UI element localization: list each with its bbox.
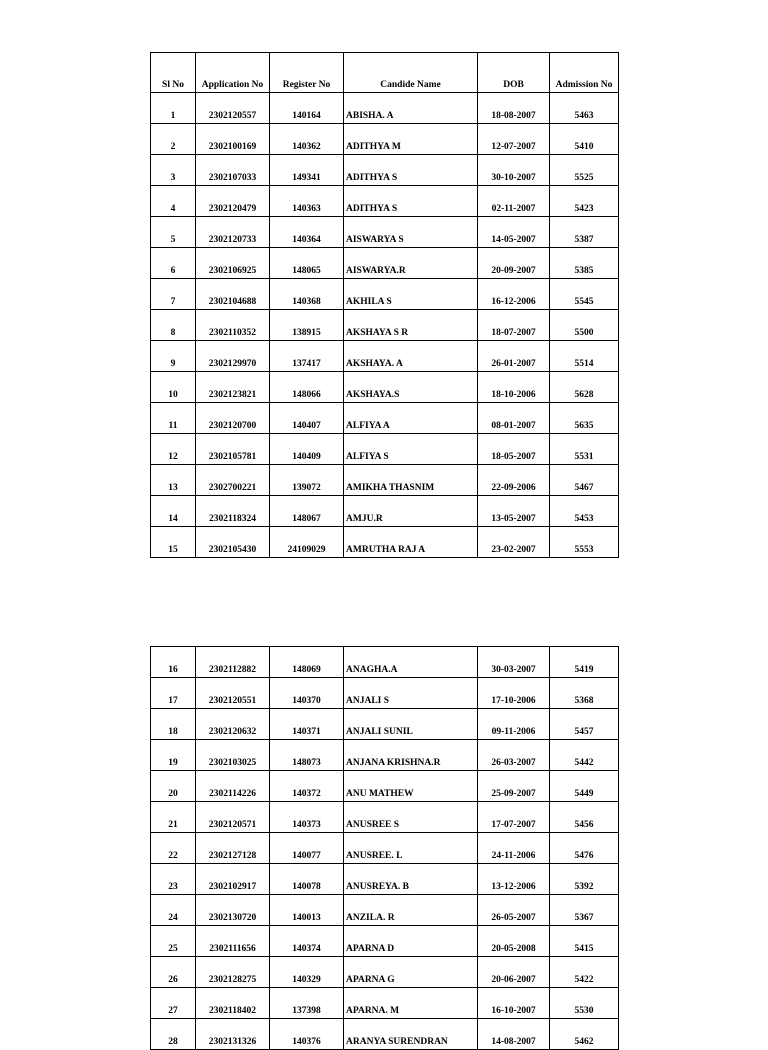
cell-application-no: 2302123821 [196,372,270,403]
cell-register-no: 140373 [270,802,344,833]
cell-application-no: 2302120551 [196,678,270,709]
cell-admission-no: 5476 [550,833,619,864]
table-row [151,833,619,864]
cell-dob: 13-12-2006 [478,864,550,895]
table-row [151,895,619,926]
cell-application-no: 2302100169 [196,124,270,155]
cell-application-no: 2302118402 [196,988,270,1019]
cell-sl-no: 13 [151,465,196,496]
cell-dob: 20-09-2007 [478,248,550,279]
cell-application-no: 2302104688 [196,279,270,310]
cell-dob: 16-12-2006 [478,279,550,310]
cell-dob: 30-10-2007 [478,155,550,186]
cell-candidate-name: AISWARYA.R [344,248,478,279]
cell-candidate-name: APARNA G [344,957,478,988]
table-row [151,957,619,988]
cell-candidate-name: AKSHAYA S R [344,310,478,341]
cell-register-no: 140164 [270,93,344,124]
cell-candidate-name: ABISHA. A [344,93,478,124]
header-admission-no: Admission No [550,53,619,93]
cell-application-no: 2302110352 [196,310,270,341]
table-row [151,186,619,217]
cell-register-no: 140376 [270,1019,344,1050]
cell-application-no: 2302120700 [196,403,270,434]
cell-admission-no: 5385 [550,248,619,279]
table-row [151,496,619,527]
cell-sl-no: 21 [151,802,196,833]
cell-dob: 14-05-2007 [478,217,550,248]
table-row [151,740,619,771]
cell-dob: 17-10-2006 [478,678,550,709]
cell-sl-no: 11 [151,403,196,434]
cell-candidate-name: ALFIYA S [344,434,478,465]
cell-sl-no: 20 [151,771,196,802]
cell-dob: 18-08-2007 [478,93,550,124]
cell-application-no: 2302118324 [196,496,270,527]
cell-register-no: 148067 [270,496,344,527]
cell-application-no: 2302111656 [196,926,270,957]
cell-application-no: 2302105781 [196,434,270,465]
table-row [151,93,619,124]
cell-admission-no: 5525 [550,155,619,186]
cell-admission-no: 5453 [550,496,619,527]
cell-admission-no: 5422 [550,957,619,988]
cell-admission-no: 5368 [550,678,619,709]
cell-candidate-name: APARNA. M [344,988,478,1019]
cell-sl-no: 10 [151,372,196,403]
table-row [151,771,619,802]
cell-candidate-name: AMJU.R [344,496,478,527]
cell-candidate-name: ANAGHA.A [344,647,478,678]
cell-application-no: 2302130720 [196,895,270,926]
table-row [151,403,619,434]
cell-admission-no: 5545 [550,279,619,310]
cell-dob: 14-08-2007 [478,1019,550,1050]
cell-register-no: 140368 [270,279,344,310]
cell-admission-no: 5456 [550,802,619,833]
cell-admission-no: 5530 [550,988,619,1019]
cell-sl-no: 7 [151,279,196,310]
table-row [151,434,619,465]
cell-register-no: 149341 [270,155,344,186]
cell-dob: 17-07-2007 [478,802,550,833]
cell-application-no: 2302128275 [196,957,270,988]
cell-sl-no: 1 [151,93,196,124]
cell-candidate-name: AISWARYA S [344,217,478,248]
table-body-1 [151,93,619,558]
cell-candidate-name: ANJANA KRISHNA.R [344,740,478,771]
cell-sl-no: 19 [151,740,196,771]
cell-register-no: 140374 [270,926,344,957]
cell-admission-no: 5531 [550,434,619,465]
cell-sl-no: 8 [151,310,196,341]
cell-dob: 25-09-2007 [478,771,550,802]
cell-register-no: 140364 [270,217,344,248]
cell-sl-no: 12 [151,434,196,465]
cell-sl-no: 28 [151,1019,196,1050]
table-row [151,341,619,372]
cell-sl-no: 2 [151,124,196,155]
cell-register-no: 148066 [270,372,344,403]
cell-sl-no: 14 [151,496,196,527]
cell-admission-no: 5628 [550,372,619,403]
cell-dob: 23-02-2007 [478,527,550,558]
table-body-2 [151,647,619,1050]
cell-sl-no: 15 [151,527,196,558]
table-row [151,647,619,678]
header-dob: DOB [478,53,550,93]
cell-register-no: 137398 [270,988,344,1019]
cell-dob: 26-01-2007 [478,341,550,372]
cell-candidate-name: ANUSREE S [344,802,478,833]
cell-dob: 24-11-2006 [478,833,550,864]
table-row [151,155,619,186]
cell-dob: 18-05-2007 [478,434,550,465]
table-row [151,124,619,155]
cell-dob: 26-03-2007 [478,740,550,771]
cell-candidate-name: ANJALI SUNIL [344,709,478,740]
cell-dob: 22-09-2006 [478,465,550,496]
cell-admission-no: 5467 [550,465,619,496]
cell-register-no: 140371 [270,709,344,740]
cell-admission-no: 5419 [550,647,619,678]
table-row [151,310,619,341]
cell-dob: 18-07-2007 [478,310,550,341]
cell-candidate-name: ADITHYA S [344,155,478,186]
cell-register-no: 148065 [270,248,344,279]
cell-candidate-name: ANU MATHEW [344,771,478,802]
cell-register-no: 140370 [270,678,344,709]
cell-application-no: 2302120733 [196,217,270,248]
cell-register-no: 148073 [270,740,344,771]
cell-admission-no: 5635 [550,403,619,434]
cell-register-no: 140078 [270,864,344,895]
table-row [151,926,619,957]
cell-sl-no: 3 [151,155,196,186]
cell-sl-no: 22 [151,833,196,864]
table-row [151,802,619,833]
header-application-no: Application No [196,53,270,93]
header-register-no: Register No [270,53,344,93]
cell-dob: 13-05-2007 [478,496,550,527]
table-row [151,217,619,248]
cell-register-no: 140077 [270,833,344,864]
cell-register-no: 140013 [270,895,344,926]
cell-admission-no: 5442 [550,740,619,771]
cell-sl-no: 24 [151,895,196,926]
cell-register-no: 138915 [270,310,344,341]
cell-application-no: 2302105430 [196,527,270,558]
table-row [151,372,619,403]
cell-register-no: 139072 [270,465,344,496]
cell-candidate-name: ANZILA. R [344,895,478,926]
header-row [151,53,619,93]
cell-candidate-name: AKHILA S [344,279,478,310]
cell-application-no: 2302131326 [196,1019,270,1050]
cell-admission-no: 5423 [550,186,619,217]
cell-admission-no: 5449 [550,771,619,802]
cell-dob: 20-05-2008 [478,926,550,957]
cell-register-no: 24109029 [270,527,344,558]
cell-application-no: 2302102917 [196,864,270,895]
cell-register-no: 140409 [270,434,344,465]
table-row [151,864,619,895]
cell-sl-no: 5 [151,217,196,248]
cell-register-no: 140407 [270,403,344,434]
cell-application-no: 2302120479 [196,186,270,217]
cell-admission-no: 5514 [550,341,619,372]
cell-candidate-name: ANUSREYA. B [344,864,478,895]
cell-dob: 12-07-2007 [478,124,550,155]
cell-application-no: 2302120632 [196,709,270,740]
cell-candidate-name: ANUSREE. L [344,833,478,864]
cell-sl-no: 23 [151,864,196,895]
cell-candidate-name: ARANYA SURENDRAN [344,1019,478,1050]
cell-application-no: 2302129970 [196,341,270,372]
cell-dob: 09-11-2006 [478,709,550,740]
cell-admission-no: 5457 [550,709,619,740]
cell-dob: 20-06-2007 [478,957,550,988]
cell-admission-no: 5462 [550,1019,619,1050]
cell-application-no: 2302112882 [196,647,270,678]
table-row [151,709,619,740]
cell-dob: 02-11-2007 [478,186,550,217]
cell-sl-no: 16 [151,647,196,678]
table-row [151,248,619,279]
cell-admission-no: 5553 [550,527,619,558]
cell-admission-no: 5367 [550,895,619,926]
cell-candidate-name: APARNA D [344,926,478,957]
table-row [151,1019,619,1050]
cell-sl-no: 18 [151,709,196,740]
cell-register-no: 140372 [270,771,344,802]
cell-sl-no: 26 [151,957,196,988]
cell-candidate-name: AMIKHA THASNIM [344,465,478,496]
cell-register-no: 137417 [270,341,344,372]
table-row [151,678,619,709]
cell-admission-no: 5387 [550,217,619,248]
cell-admission-no: 5392 [550,864,619,895]
cell-sl-no: 9 [151,341,196,372]
cell-candidate-name: AKSHAYA.S [344,372,478,403]
cell-application-no: 2302103025 [196,740,270,771]
table-row [151,988,619,1019]
cell-sl-no: 6 [151,248,196,279]
cell-application-no: 2302107033 [196,155,270,186]
cell-dob: 16-10-2007 [478,988,550,1019]
cell-sl-no: 25 [151,926,196,957]
cell-application-no: 2302106925 [196,248,270,279]
cell-register-no: 140329 [270,957,344,988]
cell-admission-no: 5415 [550,926,619,957]
cell-candidate-name: AMRUTHA RAJ A [344,527,478,558]
cell-dob: 08-01-2007 [478,403,550,434]
cell-dob: 30-03-2007 [478,647,550,678]
header-sl-no: Sl No [151,53,196,93]
cell-candidate-name: AKSHAYA. A [344,341,478,372]
candidate-table-1 [150,52,619,558]
cell-dob: 18-10-2006 [478,372,550,403]
table-row [151,527,619,558]
candidate-table-2 [150,646,619,1050]
cell-admission-no: 5410 [550,124,619,155]
cell-dob: 26-05-2007 [478,895,550,926]
cell-candidate-name: ADITHYA M [344,124,478,155]
table-row [151,465,619,496]
cell-application-no: 2302114226 [196,771,270,802]
cell-application-no: 2302120557 [196,93,270,124]
cell-application-no: 2302700221 [196,465,270,496]
cell-register-no: 140363 [270,186,344,217]
cell-candidate-name: ALFIYA A [344,403,478,434]
table-row [151,279,619,310]
cell-application-no: 2302127128 [196,833,270,864]
cell-admission-no: 5463 [550,93,619,124]
cell-application-no: 2302120571 [196,802,270,833]
cell-sl-no: 17 [151,678,196,709]
cell-admission-no: 5500 [550,310,619,341]
cell-register-no: 148069 [270,647,344,678]
cell-sl-no: 4 [151,186,196,217]
cell-register-no: 140362 [270,124,344,155]
header-candidate-name: Candide Name [344,53,478,93]
cell-sl-no: 27 [151,988,196,1019]
cell-candidate-name: ANJALI S [344,678,478,709]
cell-candidate-name: ADITHYA S [344,186,478,217]
